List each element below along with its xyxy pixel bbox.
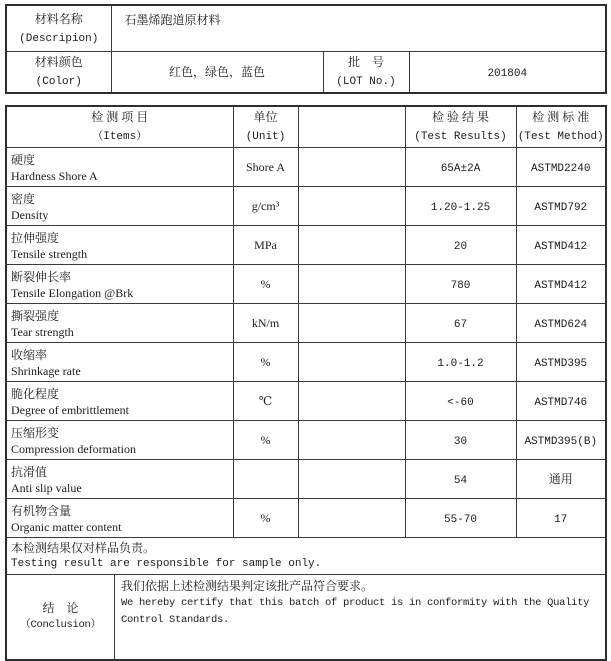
item-name-zh: 压缩形变 <box>11 425 60 440</box>
test-table-header-row <box>6 106 606 148</box>
note-en: Testing result are responsible for sample only. <box>11 558 322 570</box>
method-value: ASTMD395(B) <box>524 436 598 448</box>
lot-value-cell <box>409 52 606 94</box>
item-name-en: Degree of embrittlement <box>11 402 129 417</box>
header-method-cell <box>516 106 606 148</box>
unit-value: kN/m <box>251 316 280 330</box>
item-name-zh: 拉伸强度 <box>11 230 60 245</box>
empty-cell <box>298 265 405 304</box>
result-value: 55-70 <box>443 514 477 526</box>
item-name-zh: 有机物含量 <box>11 503 72 518</box>
material-color-value-cell <box>111 52 323 94</box>
material-name-label-cell <box>6 5 111 52</box>
table-row-anti-slip <box>6 460 606 499</box>
note-cell <box>6 538 606 575</box>
conclusion-label <box>7 575 115 659</box>
item-name-zh: 硬度 <box>11 152 36 167</box>
material-color-label-en: (Color) <box>35 76 82 88</box>
item-cell <box>6 304 233 343</box>
conclusion-layout <box>7 575 605 659</box>
method-value: ASTMD412 <box>534 280 588 292</box>
empty-cell <box>298 343 405 382</box>
material-name-label-en: (Descripion) <box>19 32 99 45</box>
item-name-zh: 收缩率 <box>11 347 48 362</box>
conclusion-body <box>115 575 605 659</box>
material-name-label-zh: 材料名称 <box>34 11 83 26</box>
result-value: 20 <box>453 241 468 253</box>
item-name-en: Anti slip value <box>11 480 82 495</box>
item-cell <box>6 226 233 265</box>
lot-value: 201804 <box>487 68 528 80</box>
conclusion-label-zh: 结 论 <box>42 601 79 615</box>
material-color-label-zh: 材料颜色 <box>34 55 83 69</box>
unit-value: % <box>260 277 271 291</box>
item-cell <box>6 148 233 187</box>
result-value: <-60 <box>447 397 474 409</box>
lot-label-en: (LOT No.) <box>336 76 396 88</box>
method-value: 通用 <box>548 472 573 486</box>
unit-value: Shore A <box>246 160 285 174</box>
header-method-zh: 检 测 标 准 <box>532 110 590 124</box>
lot-label-cell <box>323 52 409 94</box>
item-cell <box>6 187 233 226</box>
header-empty-cell <box>298 106 405 148</box>
empty-cell <box>298 382 405 421</box>
header-unit-zh: 单位 <box>253 110 278 124</box>
result-value: 67 <box>453 319 468 331</box>
material-name-value-cell <box>111 5 606 52</box>
table-row-hardness <box>6 148 606 187</box>
method-value: ASTMD395 <box>534 358 588 370</box>
material-info-table <box>5 4 607 94</box>
method-value: ASTMD2240 <box>531 163 591 175</box>
header-results-cell <box>405 106 516 148</box>
table-row-density <box>6 187 606 226</box>
item-name-en: Hardness Shore A <box>11 168 98 183</box>
item-cell <box>6 265 233 304</box>
table-row-shrinkage <box>6 343 606 382</box>
table-row-organic-content <box>6 499 606 538</box>
header-results-en: (Test Results) <box>414 131 507 143</box>
result-value: 1.0-1.2 <box>437 358 484 370</box>
conclusion-text-en: We hereby certify that this batch of product is in conformity with the Quality Control Standards. <box>121 597 596 626</box>
table-row-compression <box>6 421 606 460</box>
note-row <box>6 538 606 575</box>
result-value: 65A±2A <box>440 163 481 175</box>
item-name-en: Shrinkage rate <box>11 363 81 378</box>
item-name-en: Tear strength <box>11 324 74 339</box>
method-value: ASTMD412 <box>534 241 588 253</box>
header-unit-cell <box>233 106 298 148</box>
empty-cell <box>298 499 405 538</box>
unit-value: MPa <box>254 238 277 252</box>
item-name-en: Compression deformation <box>11 441 136 456</box>
material-color-label-cell <box>6 52 111 94</box>
lot-label-zh: 批 号 <box>347 55 384 69</box>
result-value: 780 <box>450 280 471 292</box>
item-name-zh: 断裂伸长率 <box>11 269 72 284</box>
header-unit-en: (Unit) <box>245 131 286 143</box>
item-name-en: Tensile strength <box>11 246 88 261</box>
item-name-zh: 撕裂强度 <box>11 308 60 323</box>
unit-value: ℃ <box>258 394 273 408</box>
result-value: 1.20-1.25 <box>430 202 491 214</box>
empty-cell <box>298 421 405 460</box>
item-name-zh: 密度 <box>11 191 36 206</box>
method-value: ASTMD746 <box>534 397 588 409</box>
item-cell <box>6 343 233 382</box>
unit-value: g/cm³ <box>251 199 280 213</box>
table-row-tensile-strength <box>6 226 606 265</box>
table-gap <box>5 94 611 105</box>
empty-cell <box>298 304 405 343</box>
header-results-zh: 检 验 结 果 <box>431 110 489 124</box>
item-name-en: Organic matter content <box>11 519 122 534</box>
test-results-table <box>5 105 607 661</box>
empty-cell <box>298 187 405 226</box>
item-cell <box>6 421 233 460</box>
empty-cell <box>298 226 405 265</box>
conclusion-text-zh: 我们依据上述检测结果判定该批产品符合要求。 <box>121 579 374 593</box>
method-value: ASTMD792 <box>534 202 588 214</box>
header-items-en: （Items） <box>92 131 148 143</box>
material-name-value: 石墨烯跑道原材料 <box>124 13 221 27</box>
method-value: 17 <box>554 514 568 526</box>
header-method-en: (Test Method) <box>517 131 604 143</box>
item-name-zh: 脆化程度 <box>11 386 60 401</box>
material-color-row <box>6 52 606 94</box>
header-items-zh: 检 测 项 目 <box>91 110 149 124</box>
unit-value: % <box>260 355 271 369</box>
item-name-zh: 抗滑值 <box>11 464 48 479</box>
material-name-row <box>6 5 606 52</box>
item-cell <box>6 460 233 499</box>
item-cell <box>6 382 233 421</box>
unit-value: % <box>260 511 271 525</box>
table-row-embrittlement <box>6 382 606 421</box>
conclusion-cell <box>6 575 606 661</box>
empty-cell <box>298 148 405 187</box>
material-color-value: 红色，绿色，蓝色 <box>168 65 265 79</box>
item-cell <box>6 499 233 538</box>
unit-value: % <box>260 433 271 447</box>
header-items-cell <box>6 106 233 148</box>
empty-cell <box>298 460 405 499</box>
table-row-elongation <box>6 265 606 304</box>
item-name-en: Tensile Elongation @Brk <box>11 285 134 300</box>
method-value: ASTMD624 <box>534 319 588 331</box>
result-value: 30 <box>453 436 468 448</box>
conclusion-label-en: （Conclusion） <box>20 619 101 631</box>
item-name-en: Density <box>11 207 49 222</box>
conclusion-row <box>6 575 606 661</box>
table-row-tear-strength <box>6 304 606 343</box>
result-value: 54 <box>453 475 468 487</box>
note-zh: 本检测结果仅对样品负责。 <box>11 541 156 555</box>
